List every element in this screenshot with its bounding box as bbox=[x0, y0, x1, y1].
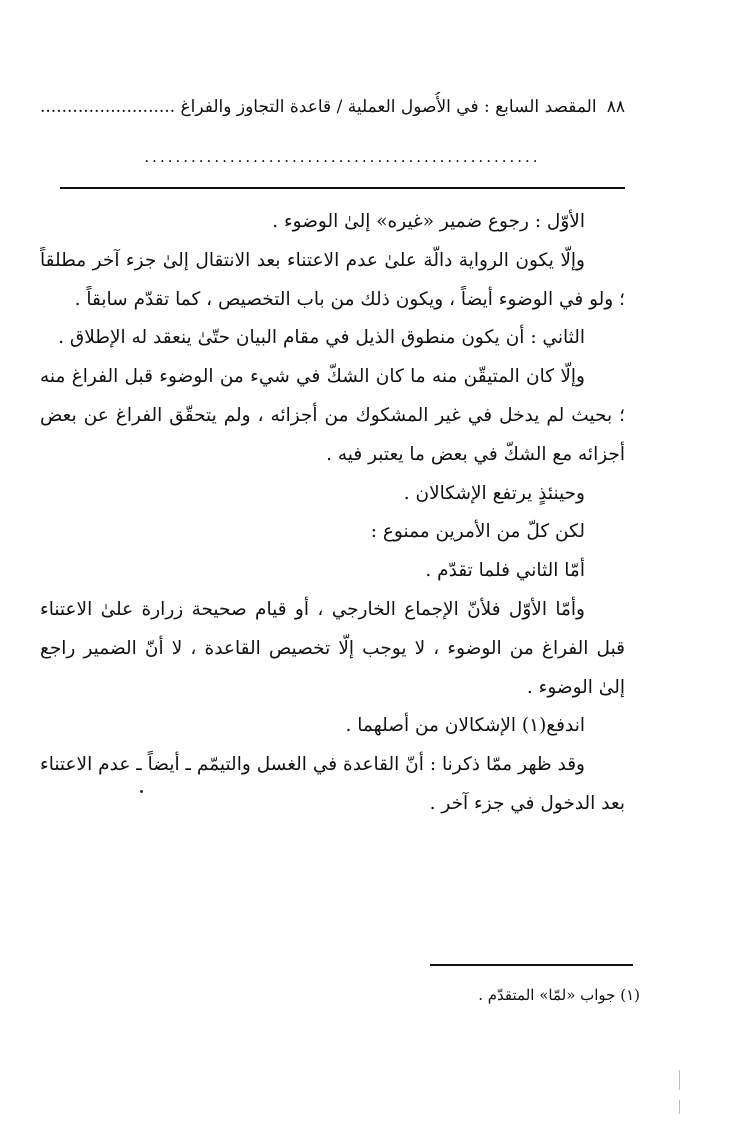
title-leader-dots: ......................... bbox=[40, 97, 176, 117]
paragraph: الأوّل : رجوع ضمير «غيره» إلىٰ الوضوء . bbox=[272, 211, 585, 232]
scan-margin-mark bbox=[679, 1100, 680, 1114]
paragraph: لكن كلّ من الأمرين ممنوع : bbox=[370, 521, 585, 543]
paragraph: اندفع(١) الإشكالان من أصلهما . bbox=[345, 715, 585, 737]
scan-margin-mark bbox=[679, 1070, 680, 1090]
footnote: (١) جواب «لمّا» المتقدّم . bbox=[478, 986, 640, 1004]
scan-speck bbox=[140, 790, 143, 793]
paragraph: وإلّا يكون الرواية دالّة علىٰ عدم الاعتناء بعد الانتقال إلىٰ جزء آخر مطلقاً ؛ ولو في الوضوء أيضاً ، ويكون ذلك من باب التخصيص ، كما تقدّم سابقاً . bbox=[40, 249, 625, 310]
paragraph: وقد ظهر ممّا ذكرنا : أنّ القاعدة في الغسل والتيمّم ـ أيضاً ـ عدم الاعتناء بعد الدخول في جزء آخر . bbox=[40, 754, 625, 814]
paragraph: وإلّا كان المتيقّن منه ما كان الشكّ في شيء من الوضوء قبل الفراغ منه ؛ بحيث لم يدخل في غير المشكوك من أجزائه ، ولم يتحقّق الفراغ عن بعض أجزائه مع الشكّ في بعض ما يعتبر فيه . bbox=[40, 366, 625, 465]
main-text bbox=[40, 203, 625, 824]
header-rule bbox=[60, 187, 625, 189]
running-title bbox=[40, 92, 597, 122]
running-title-text: المقصد السابع : في الأُصول العملية / قاعدة التجاوز والفراغ bbox=[180, 97, 597, 117]
paragraph: أمّا الثاني فلما تقدّم . bbox=[425, 560, 585, 582]
paragraph: وحينئذٍ يرتفع الإشكالان . bbox=[403, 482, 585, 504]
running-header bbox=[40, 92, 625, 122]
header-separator-dots: ................................................... bbox=[144, 148, 541, 166]
paragraph: وأمّا الأوّل فلأنّ الإجماع الخارجي ، أو قيام صحيحة زرارة علىٰ الاعتناء قبل الفراغ من الوضوء ، لا يوجب إلّا تخصيص القاعدة ، لا أنّ الضمير راجع إلىٰ الوضوء . bbox=[40, 598, 625, 698]
paragraph: الثاني : أن يكون منطوق الذيل في مقام البيان حتّىٰ ينعقد له الإطلاق . bbox=[58, 327, 585, 349]
footnote-rule bbox=[430, 964, 633, 966]
page-number: ٨٨ bbox=[606, 97, 625, 117]
